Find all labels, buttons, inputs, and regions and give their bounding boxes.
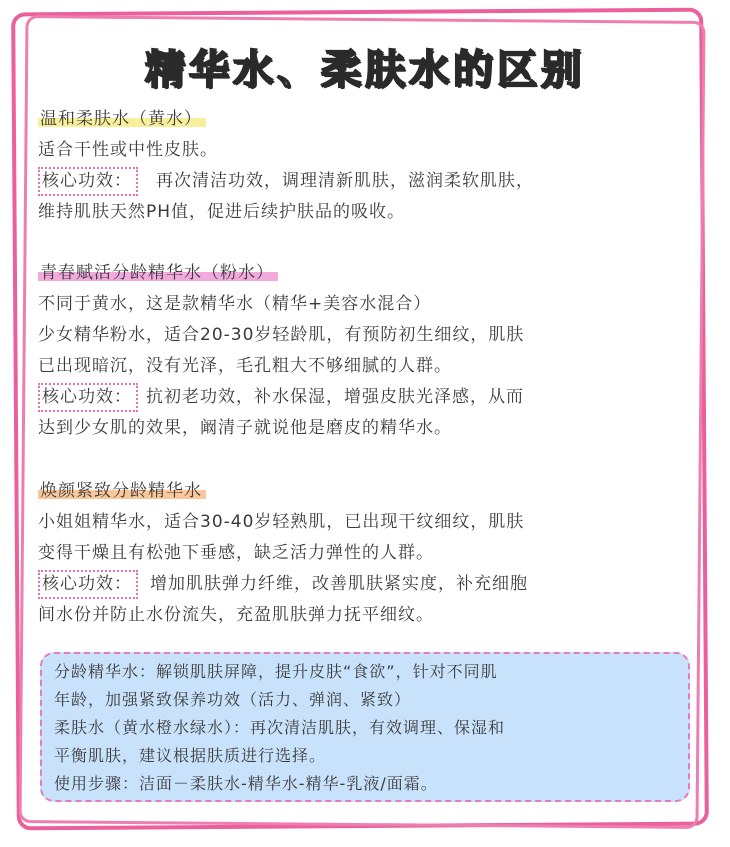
section-3-effect-row bbox=[38, 569, 528, 600]
section-1-effect-label: 核心功效： bbox=[38, 167, 138, 196]
section-1-heading: 温和柔肤水（黄水） bbox=[38, 109, 206, 129]
section-3-heading: 焕颜紧致分龄精华水 bbox=[38, 481, 206, 501]
summary-line-3: 柔肤水（黄水橙水绿水）：再次清洁肌肤，有效调理、保湿和 bbox=[54, 718, 506, 737]
section-2-line-1: 不同于黄水，这是款精华水（精华+美容水混合） bbox=[38, 294, 432, 314]
section-2-heading: 青春赋活分龄精华水（粉水） bbox=[38, 263, 278, 283]
section-2-effect-line-1: 抗初老功效，补水保湿，增强皮肤光泽感，从而 bbox=[146, 387, 524, 407]
summary-line-2: 年龄，加强紧致保养功效（活力、弹润、紧致） bbox=[54, 690, 412, 709]
section-2-effect-row bbox=[38, 382, 524, 413]
summary-line-5: 使用步骤：洁面－柔肤水-精华水-精华-乳液/面霜。 bbox=[54, 774, 438, 793]
section-1-line-1: 适合干性或中性皮肤。 bbox=[38, 140, 218, 160]
section-3-effect-label: 核心功效： bbox=[38, 570, 138, 599]
section-2-effect-line-2: 达到少女肌的效果，阚清子就说他是磨皮的精华水。 bbox=[38, 418, 452, 438]
section-3-line-2: 变得干燥且有松弛下垂感，缺乏活力弹性的人群。 bbox=[38, 543, 434, 563]
section-1-effect-line-1: 再次清洁功效，调理清新肌肤，滋润柔软肌肤， bbox=[156, 171, 534, 191]
section-2-heading-row bbox=[38, 258, 278, 289]
section-3-line-1: 小姐姐精华水，适合30-40岁轻熟肌，已出现干纹细纹，肌肤 bbox=[38, 512, 525, 532]
summary-line-4: 平衡肌肤，建议根据肤质进行选择。 bbox=[54, 746, 327, 765]
section-3-effect-line-2: 间水份并防止水份流失，充盈肌肤弹力抚平细纹。 bbox=[38, 605, 434, 625]
summary-box bbox=[40, 652, 690, 802]
section-2-line-3: 已出现暗沉，没有光泽，毛孔粗大不够细腻的人群。 bbox=[38, 356, 452, 376]
page-title: 精华水、柔肤水的区别 bbox=[145, 47, 585, 93]
section-1-effect-row bbox=[38, 166, 534, 197]
summary-line-1: 分龄精华水：解锁肌肤屏障，提升皮肤“食欲”，针对不同肌 bbox=[54, 662, 498, 681]
section-1-effect-line-2: 维持肌肤天然PH值，促进后续护肤品的吸收。 bbox=[38, 202, 406, 222]
section-3-heading-row bbox=[38, 476, 206, 507]
section-2-effect-label: 核心功效： bbox=[38, 383, 138, 412]
section-1-heading-row bbox=[38, 104, 206, 135]
section-2-line-2: 少女精华粉水，适合20-30岁轻龄肌，有预防初生细纹，肌肤 bbox=[38, 325, 525, 345]
section-3-effect-line-1: 增加肌肤弹力纤维，改善肌肤紧实度，补充细胞 bbox=[150, 574, 528, 594]
